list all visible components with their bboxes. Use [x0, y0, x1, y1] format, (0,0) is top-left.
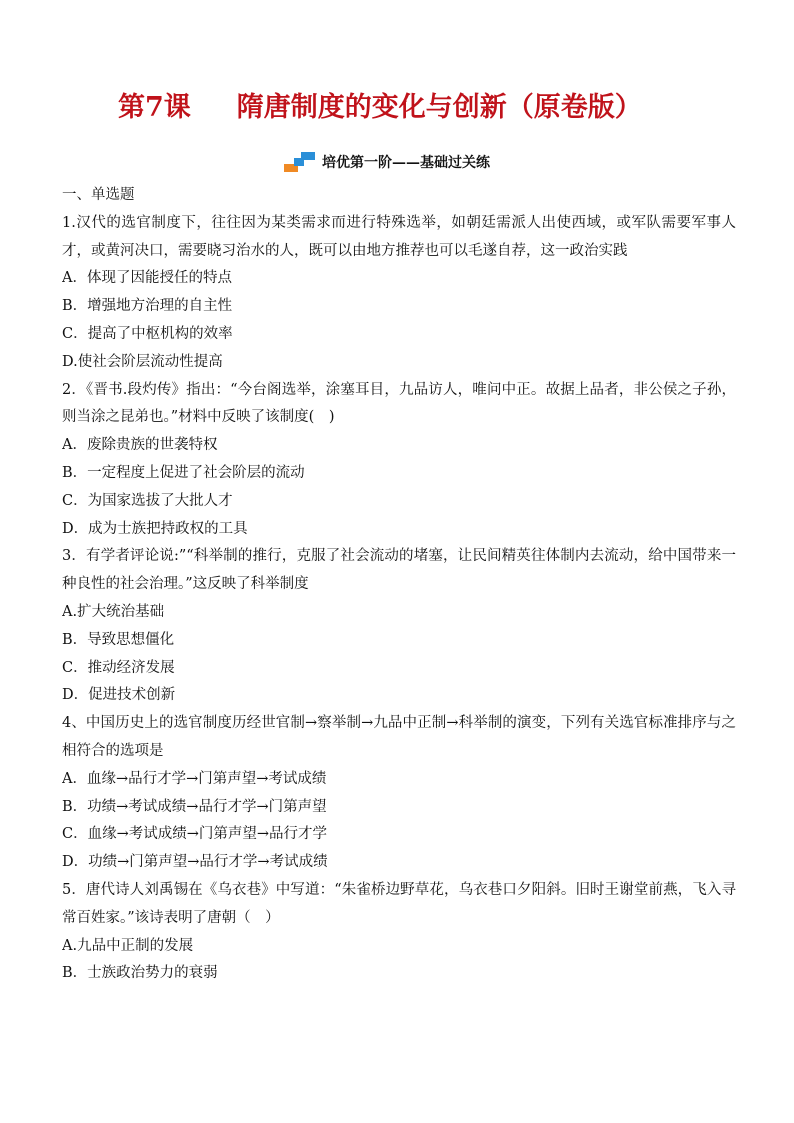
option-d: D.使社会阶层流动性提高 [62, 353, 223, 370]
stairs-icon [284, 150, 318, 174]
option-a: A.九品中正制的发展 [62, 937, 194, 954]
lesson-title [118, 88, 718, 128]
question-stem: 5．唐代诗人刘禹锡在《乌衣巷》中写道：“朱雀桥边野草花，乌衣巷口夕阳斜。旧时王谢堂前燕，飞入寻常百姓家。”该诗表明了唐朝（ ） [62, 881, 736, 926]
section-header [284, 150, 490, 174]
lesson-number: 第7课 [118, 92, 191, 123]
option-d: D．促进技术创新 [62, 687, 176, 704]
option-c: C．血缘→考试成绩→门第声望→品行才学 [62, 826, 328, 843]
option-d: D．成为士族把持政权的工具 [62, 520, 248, 537]
question-2 [62, 377, 736, 544]
option-a: A.扩大统治基础 [62, 603, 165, 620]
option-b: B．增强地方治理的自主性 [62, 298, 233, 315]
section-title: 培优第一阶——基础过关练 [322, 155, 490, 171]
option-a: A．废除贵族的世袭特权 [62, 437, 218, 454]
question-stem: 1.汉代的选官制度下，往往因为某类需求而进行特殊选举，如朝廷需派人出使西域，或军队需要军事人才，或黄河决口，需要晓习治水的人，既可以由地方推荐也可以毛遂自荐，这一政治实践 [62, 214, 736, 259]
option-a: A．体现了因能授任的特点 [62, 270, 232, 287]
question-list [62, 182, 736, 988]
question-stem: 4、中国历史上的选官制度历经世官制→察举制→九品中正制→科举制的演变，下列有关选官标准排序与之相符合的选项是 [62, 715, 736, 759]
question-4 [62, 710, 736, 877]
question-stem: 2．《晋书.段灼传》指出：“今台阁选举，涂塞耳目，九品访人，唯问中正。故据上品者，非公侯之子孙，则当涂之昆弟也。”材料中反映了该制度( ) [62, 381, 736, 426]
question-1 [62, 210, 736, 377]
option-c: C．为国家选拔了大批人才 [62, 492, 233, 509]
option-b: B．功绩→考试成绩→品行才学→门第声望 [62, 798, 327, 815]
option-b: B．一定程度上促进了社会阶层的流动 [62, 464, 305, 481]
part-heading: 一、单选题 [62, 187, 135, 203]
lesson-name: 隋唐制度的变化与创新（原卷版） [236, 92, 642, 123]
option-d: D．功绩→门第声望→品行才学→考试成绩 [62, 854, 328, 871]
option-b: B．士族政治势力的衰弱 [62, 965, 218, 982]
option-c: C．推动经济发展 [62, 659, 175, 676]
option-c: C．提高了中枢机构的效率 [62, 325, 233, 342]
question-5 [62, 877, 736, 988]
option-b: B．导致思想僵化 [62, 631, 175, 648]
question-3 [62, 543, 736, 710]
question-stem: 3．有学者评论说:”“科举制的推行，克服了社会流动的堵塞，让民间精英往体制内去流动，给中国带来一种良性的社会治理。”这反映了科举制度 [62, 548, 736, 593]
option-a: A．血缘→品行才学→门第声望→考试成绩 [62, 770, 327, 787]
